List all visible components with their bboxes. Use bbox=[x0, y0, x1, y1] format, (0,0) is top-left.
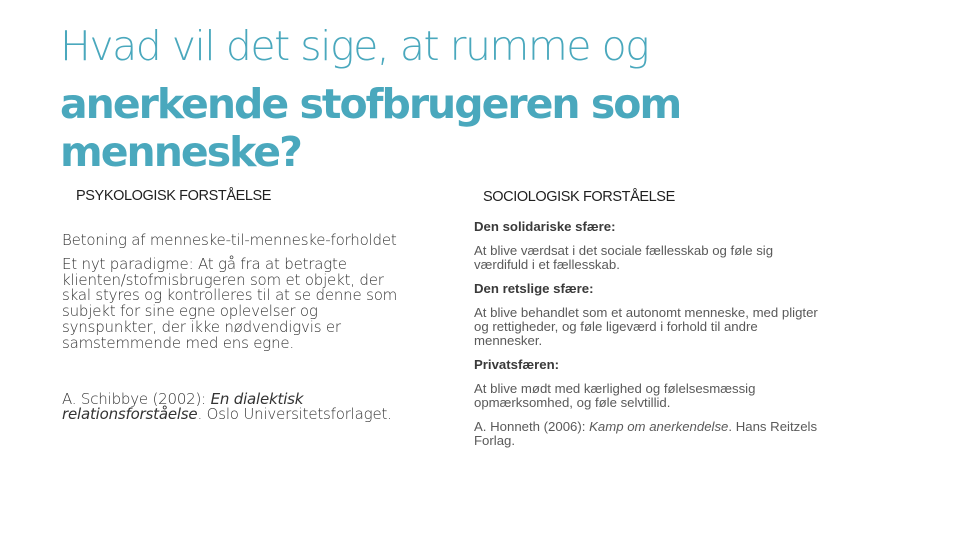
honneth-citation bbox=[474, 420, 824, 448]
citation-work: Kamp om anerkendelse bbox=[589, 419, 729, 434]
citation-publisher: . Oslo Universitetsforlaget. bbox=[197, 405, 392, 424]
sphere-text-solidarisk: At blive værdsat i det sociale fællesskab og føle sig værdifuld i et fællesskab. bbox=[474, 243, 774, 272]
schibbye-citation bbox=[62, 389, 407, 424]
sociologisk-heading: SOCIOLOGISK FORSTÅELSE bbox=[483, 189, 675, 205]
slide-title-line2: anerkende stofbrugeren som menneske? bbox=[60, 80, 681, 176]
psykologisk-paragraph-2: Et nyt paradigme: At gå fra at betragte klienten/stofmisbrugeren som et objekt, der skal styres og kontrolleres til at se denne som subjekt for sine egne oplevelser og synspunkter, der ikke nødvendigvis er samstemmende med ens egne. bbox=[62, 254, 398, 352]
sphere-title-retslig: Den retslige sfære: bbox=[474, 281, 594, 296]
psykologisk-body bbox=[62, 233, 407, 431]
sphere-text-retslig: At blive behandlet som et autonomt menneske, med pligter og rettigheder, og føle ligeværd i forhold til andre mennesker. bbox=[474, 305, 818, 348]
sphere-text-privat: At blive mødt med kærlighed og følelsesmæssig opmærksomhed, og føle selvtillid. bbox=[474, 381, 756, 410]
slide-title-line1: Hvad vil det sige, at rumme og bbox=[60, 22, 649, 70]
psykologisk-paragraph-1: Betoning af menneske-til-menneske-forholdet bbox=[62, 231, 397, 249]
sphere-title-solidarisk: Den solidariske sfære: bbox=[474, 219, 616, 234]
citation-author: A. Schibbye (2002): bbox=[62, 389, 211, 408]
citation-work: En dialektisk relationsforståelse bbox=[62, 389, 304, 424]
citation-author: A. Honneth (2006): bbox=[474, 419, 590, 434]
citation-publisher: . Hans Reitzels Forlag. bbox=[474, 419, 818, 448]
psykologisk-heading: PSYKOLOGISK FORSTÅELSE bbox=[76, 188, 272, 204]
sphere-title-privat: Privatsfæren: bbox=[474, 357, 560, 372]
sociologisk-image-text bbox=[474, 220, 824, 448]
